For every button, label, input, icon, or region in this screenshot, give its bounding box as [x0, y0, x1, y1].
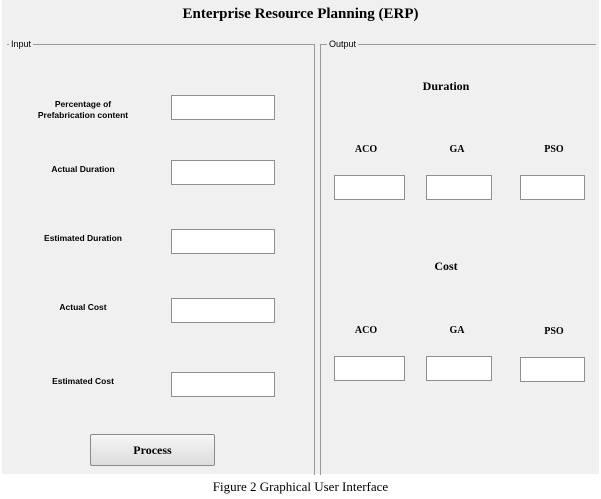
duration-ga-label: GA — [449, 144, 465, 155]
prefabrication-label-line2: Prefabrication content — [37, 110, 129, 120]
estimated-duration-label: Estimated Duration — [44, 233, 122, 243]
duration-aco-label: ACO — [354, 144, 378, 155]
cost-aco-output[interactable] — [334, 356, 405, 381]
cost-pso-label: PSO — [544, 326, 564, 337]
cost-ga-output[interactable] — [426, 356, 492, 381]
estimated-cost-input[interactable] — [171, 372, 275, 397]
cost-pso-output[interactable] — [520, 357, 585, 382]
window-title: Enterprise Resource Planning (ERP) — [182, 6, 419, 22]
erp-window — [2, 0, 599, 474]
actual-duration-label: Actual Duration — [51, 164, 115, 174]
cost-heading: Cost — [434, 259, 458, 273]
cost-ga-label: GA — [449, 325, 465, 336]
figure-caption: Figure 2 Graphical User Interface — [212, 479, 389, 494]
cost-aco-label: ACO — [354, 325, 378, 336]
actual-cost-label: Actual Cost — [59, 302, 107, 312]
input-panel-legend: Input — [11, 39, 32, 49]
prefabrication-label-line1: Percentage of — [54, 99, 112, 109]
estimated-cost-label: Estimated Cost — [52, 376, 114, 386]
prefabrication-label — [21, 99, 145, 121]
estimated-duration-input[interactable] — [171, 229, 275, 254]
output-panel — [320, 39, 596, 475]
actual-duration-input[interactable] — [171, 160, 275, 185]
duration-heading: Duration — [422, 79, 470, 93]
actual-cost-input[interactable] — [171, 298, 275, 323]
prefabrication-input[interactable] — [171, 95, 275, 120]
output-panel-legend: Output — [329, 39, 357, 49]
input-panel — [7, 39, 315, 475]
duration-aco-output[interactable] — [334, 175, 405, 200]
duration-ga-output[interactable] — [426, 175, 492, 200]
process-button[interactable]: Process — [90, 434, 215, 466]
duration-pso-output[interactable] — [520, 175, 585, 200]
duration-pso-label: PSO — [544, 144, 564, 155]
